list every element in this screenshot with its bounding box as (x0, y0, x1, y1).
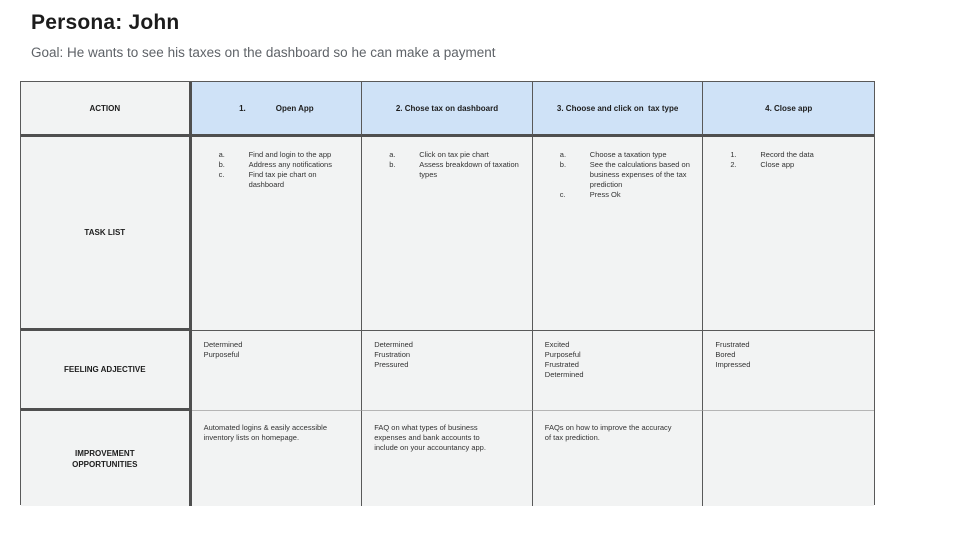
column-header-label: 4. Close app (765, 103, 813, 113)
improvement-cell-3 (533, 411, 704, 506)
feeling-item: Frustrated (715, 340, 750, 349)
feeling-item: Purposeful (203, 350, 240, 359)
row-label-text: IMPROVEMENT OPPORTUNITIES (72, 448, 138, 469)
task-marker: a. (218, 150, 225, 159)
task-item (389, 150, 524, 160)
task-text: Press Ok (589, 190, 621, 199)
improvement-cell-2 (362, 411, 533, 506)
task-list-cell-2 (362, 137, 533, 331)
action-header-cell (21, 82, 192, 137)
task-text: See the calculations based on business expenses of the tax prediction (589, 160, 690, 189)
task-marker: b. (218, 160, 225, 169)
task-item (389, 160, 524, 180)
column-header-close-app (703, 82, 874, 137)
task-marker: b. (559, 160, 567, 169)
feeling-item: Determined (203, 340, 243, 349)
feeling-item: Frustrated (544, 360, 579, 369)
improvement-cell-1 (192, 411, 363, 506)
task-list-cell-1 (192, 137, 363, 331)
feeling-cell-2 (362, 331, 533, 411)
task-marker: b. (389, 160, 396, 169)
improvement-text: Automated logins & easily accessible inventory lists on homepage. (203, 423, 327, 442)
task-marker: a. (389, 150, 396, 159)
task-marker: 2. (730, 160, 737, 169)
column-header-label: 3. Choose and click on tax type (556, 103, 679, 113)
row-label-task-list (21, 137, 192, 331)
feeling-item: Bored (715, 350, 736, 359)
task-list-cell-3 (533, 137, 704, 331)
task-item (560, 160, 695, 190)
task-item (730, 160, 866, 170)
feeling-item: Determined (544, 370, 584, 379)
task-text: Choose a taxation type (589, 150, 667, 159)
feeling-item: Frustration (374, 350, 411, 359)
journey-map-table (20, 81, 875, 505)
row-label-text: TASK LIST (84, 228, 126, 237)
column-header-open-app (192, 82, 363, 137)
improvement-text: FAQs on how to improve the accuracy of tax prediction. (544, 423, 672, 442)
column-header-number: 1. (239, 103, 246, 113)
row-label-feeling-adjective (21, 331, 192, 411)
row-label-text: FEELING ADJECTIVE (64, 365, 146, 374)
feeling-cell-3 (533, 331, 704, 411)
task-item (219, 150, 354, 160)
task-text: Assess breakdown of taxation types (419, 160, 519, 179)
feeling-item: Impressed (715, 360, 751, 369)
task-marker: c. (559, 190, 566, 199)
feeling-cell-1 (192, 331, 363, 411)
improvement-cell-4 (703, 411, 874, 506)
action-header-label: ACTION (89, 103, 121, 113)
task-item (219, 170, 354, 190)
task-text: Find tax pie chart on dashboard (248, 170, 317, 189)
goal-subtitle: Goal: He wants to see his taxes on the dashboard so he can make a payment (31, 45, 496, 60)
task-marker: c. (218, 170, 225, 179)
feeling-item: Determined (374, 340, 413, 349)
task-item (560, 150, 695, 160)
feeling-item: Excited (544, 340, 570, 349)
task-text: Address any notifications (248, 160, 332, 169)
task-text: Find and login to the app (248, 150, 332, 159)
page-title: Persona: John (31, 11, 180, 34)
task-item (219, 160, 354, 170)
column-header-choose-tax-type (533, 82, 704, 137)
column-header-chose-tax (362, 82, 533, 137)
task-list-cell-4 (703, 137, 874, 331)
task-text: Click on tax pie chart (419, 150, 489, 159)
column-header-label: 2. Chose tax on dashboard (395, 103, 499, 113)
task-marker: 1. (730, 150, 737, 159)
feeling-item: Purposeful (544, 350, 581, 359)
row-label-improvement-opportunities (21, 411, 192, 506)
feeling-cell-4 (703, 331, 874, 411)
column-header-label: Open App (275, 103, 314, 113)
task-text: Close app (760, 160, 795, 169)
feeling-item: Pressured (374, 360, 409, 369)
task-item (730, 150, 866, 160)
task-text: Record the data (760, 150, 814, 159)
task-marker: a. (559, 150, 567, 159)
improvement-text: FAQ on what types of business expenses and bank accounts to include on your accountancy app. (374, 423, 486, 452)
task-item (560, 190, 695, 200)
